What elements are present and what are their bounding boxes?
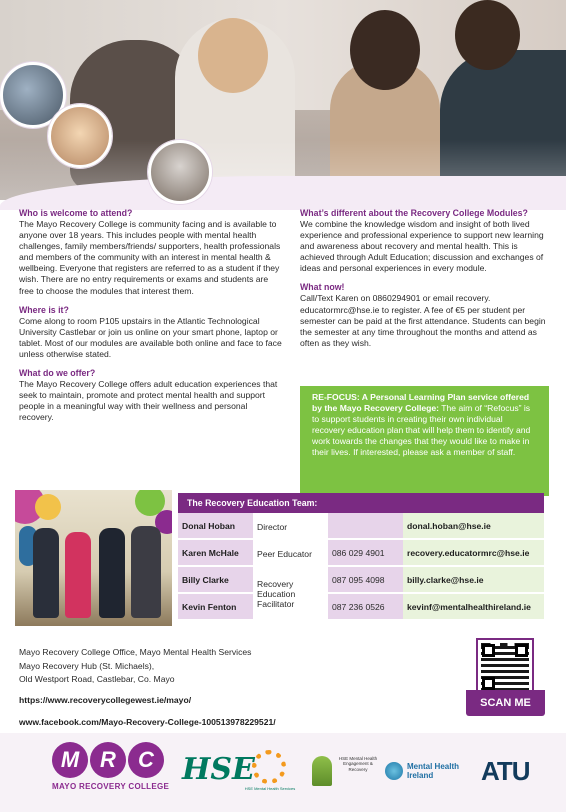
team-photo (15, 490, 172, 626)
section-where (19, 305, 284, 360)
section-offer (19, 368, 284, 423)
section-body: Call/Text Karen on 0860294901 or email recovery. educatormrc@hse.ie to register. A fee of €5 per student per semester can be paid at the first attendance. Students can begin the semester at any time throughout the months and attend as often as they wish. (300, 293, 546, 348)
left-column (19, 208, 284, 431)
right-column (300, 208, 550, 357)
section-heading: Who is welcome to attend? (19, 208, 133, 218)
refocus-body: The aim of “Refocus” is to support students in creating their own individual recovery education plan that will help them to identify and work towards the changes that they would like to make in their lives. If interested, please ask a member of staff. (312, 403, 531, 457)
member-role: Director (253, 513, 328, 540)
mrc-letter: R (90, 742, 126, 778)
circle-photo-hands (48, 104, 112, 168)
mhi-icon (385, 762, 403, 780)
member-name: Billy Clarke (178, 567, 253, 594)
section-who (19, 208, 284, 297)
section-body: The Mayo Recovery College is community facing and is available to anyone over 18 years. This includes people with mental health challenges, family members/friends/ supporters, health professionals and members of the community with an interest in mental health & wellbeing. Everyone that registers are referred to as a student if they wish. There are no entry requirements or exams and students are free to choose the modules that interest them. (19, 219, 281, 296)
mher-text: HSE Mental Health Engagement & Recovery (338, 756, 378, 772)
section-body: We combine the knowledge wisdom and insight of both lived experience and professional experience to support new learning and awareness about recovery and mental health. This is achieved through Adult Education; discussion and exchanges of ideas and personal experiences in every module. (300, 219, 544, 274)
member-role: Recovery Education Facilitator (253, 567, 328, 621)
mher-logo (312, 752, 380, 792)
mrc-letter: C (128, 742, 164, 778)
qr-code-icon[interactable] (476, 638, 534, 696)
tree-icon (312, 756, 332, 786)
team-header: The Recovery Education Team: (178, 493, 544, 513)
hero-photo (0, 0, 566, 200)
mrc-logo (52, 742, 170, 792)
table-row (178, 594, 544, 621)
member-phone[interactable]: 086 029 4901 (328, 540, 403, 567)
section-different (300, 208, 550, 274)
facebook-link[interactable]: www.facebook.com/Mayo-Recovery-College-100513978229521/ (19, 716, 276, 727)
member-name: Karen McHale (178, 540, 253, 567)
member-phone[interactable]: 087 236 0526 (328, 594, 403, 621)
table-row (178, 513, 544, 540)
section-body: Come along to room P105 upstairs in the Atlantic Technological University Castlebar or join us online on your smart phone, laptop or tablet. Most of our modules are available both online and face to face unless otherwise stated. (19, 315, 282, 359)
mrc-logo-text: MAYO RECOVERY COLLEGE (52, 782, 170, 791)
hse-logo: HSE (182, 752, 255, 787)
address-block (19, 646, 309, 731)
member-email[interactable]: donal.hoban@hse.ie (403, 513, 544, 540)
hse-ms-label: HSE Mental Health Services (244, 786, 296, 791)
hse-mental-health-services-logo (244, 750, 296, 792)
address-line: Mayo Recovery College Office, Mayo Mental Health Services (19, 647, 252, 657)
section-body: The Mayo Recovery College offers adult education experiences that seek to maintain, promote and protect mental health and support people in a meaningful way with their wellness and personal recovery. (19, 379, 278, 423)
section-heading: What now! (300, 282, 345, 293)
section-what-now (300, 282, 550, 348)
refocus-title: RE-FOCUS: A Personal Learning Plan service offered by the Mayo Recovery College: (312, 392, 530, 413)
member-name: Donal Hoban (178, 513, 253, 540)
refocus-box (300, 386, 549, 496)
scan-me-label: SCAN ME (466, 690, 545, 716)
table-row (178, 540, 544, 567)
address-line: Mayo Recovery Hub (St. Michaels), (19, 660, 155, 671)
mrc-letter: M (52, 742, 88, 778)
member-phone (328, 513, 403, 540)
atu-logo: ATU (481, 756, 530, 786)
member-email[interactable]: kevinf@mentalhealthireland.ie (403, 594, 544, 621)
member-email[interactable]: billy.clarke@hse.ie (403, 567, 544, 594)
member-name: Kevin Fenton (178, 594, 253, 621)
website-link[interactable]: https://www.recoverycollegewest.ie/mayo/ (19, 694, 192, 705)
section-heading: What’s different about the Recovery College Modules? (300, 208, 528, 218)
mhi-text-2: Ireland (407, 771, 434, 780)
address-line: Old Westport Road, Castlebar, Co. Mayo (19, 674, 175, 684)
section-heading: What do we offer? (19, 368, 96, 379)
table-row (178, 567, 544, 594)
mhi-text-1: Mental Health (407, 762, 460, 771)
member-email[interactable]: recovery.educatormrc@hse.ie (403, 540, 544, 567)
section-heading: Where is it? (19, 304, 69, 315)
team-table (178, 513, 544, 621)
member-phone[interactable]: 087 095 4098 (328, 567, 403, 594)
circle-photo-meeting (148, 140, 212, 204)
member-role: Peer Educator (253, 540, 328, 567)
